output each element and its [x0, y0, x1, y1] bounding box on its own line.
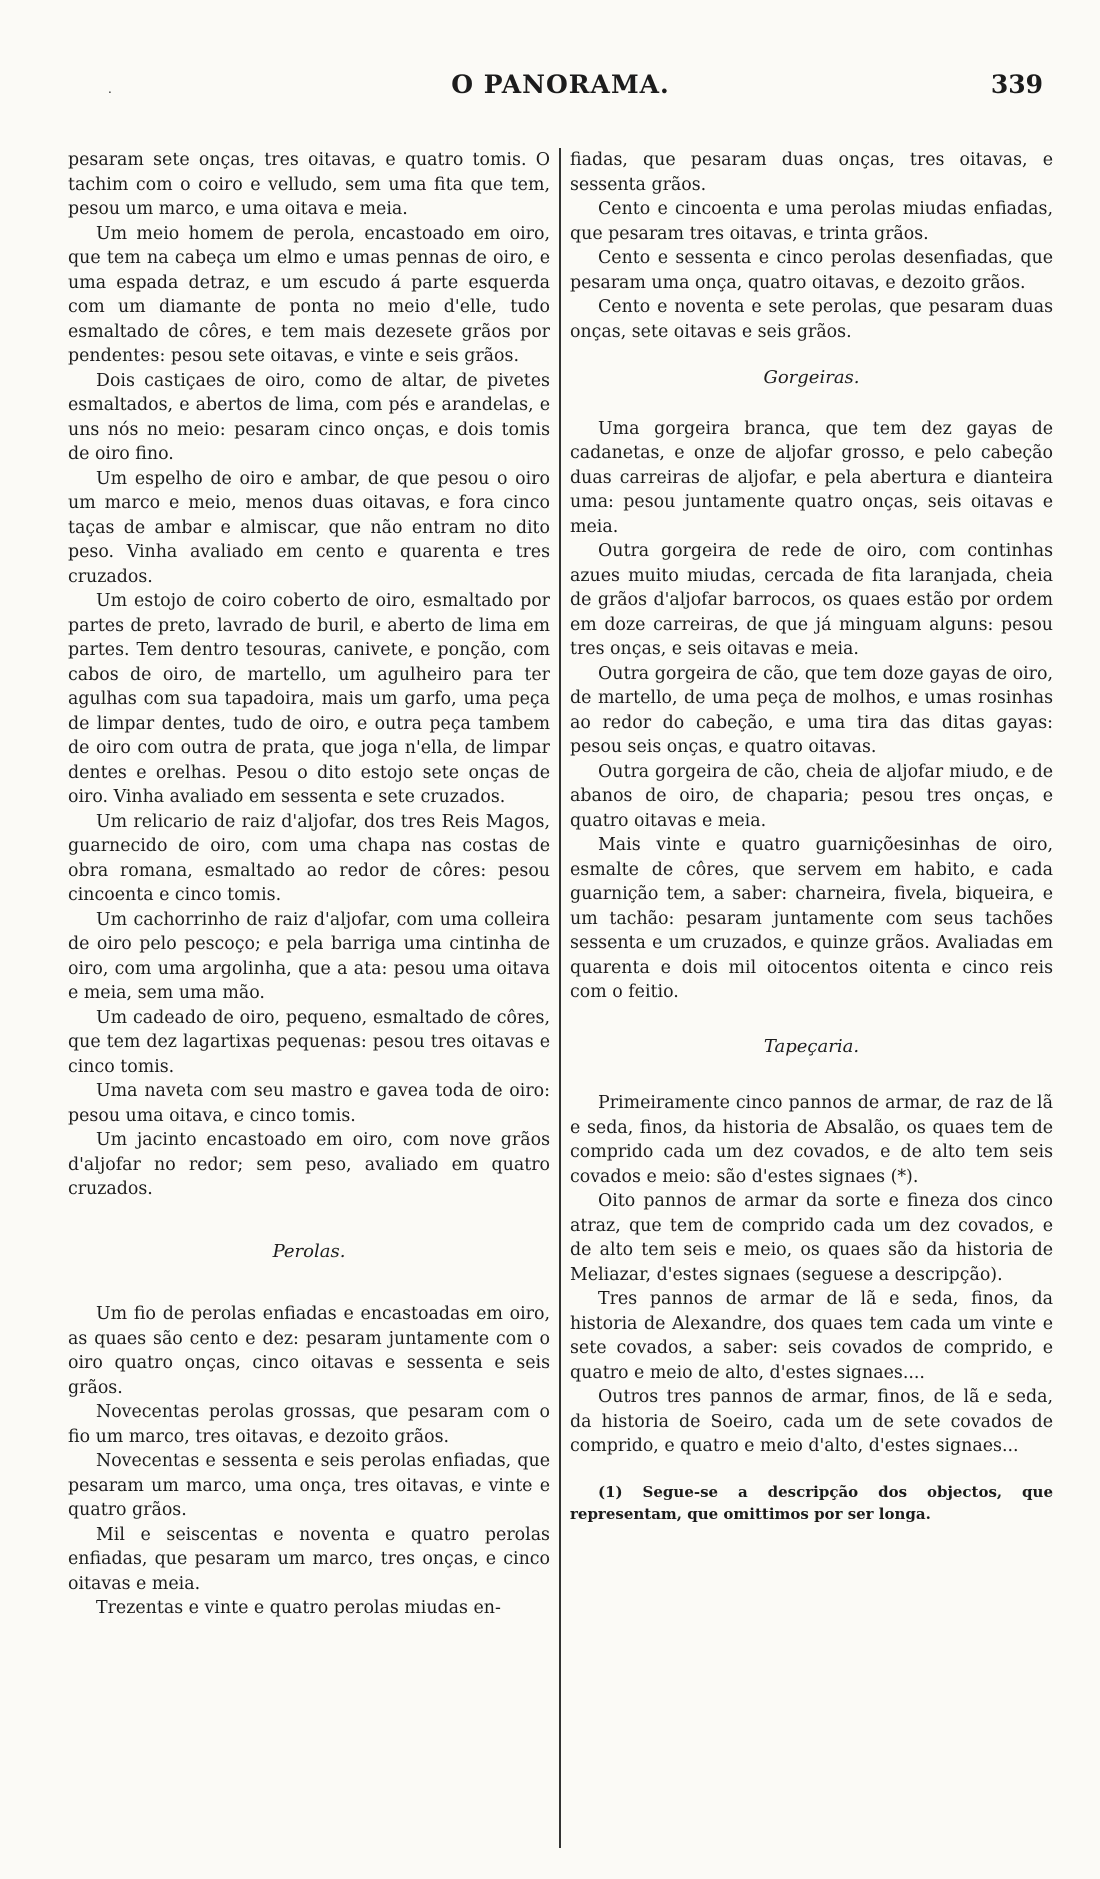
paragraph: Primeiramente cinco pannos de armar, de raz de lã e seda, finos, da historia de Absalão, os quaes tem de comprido cada um dez covados, e de alto tem seis covados e meio: são d'estes signaes (*). [570, 1093, 1053, 1187]
paragraph: Um meio homem de perola, encastoado em oiro, que tem na cabeça um elmo e umas pennas de oiro, e uma espada detraz, e um escudo á parte esquerda com um diamante de ponta no meio d'elle, tudo esmaltado de côres, e tem mais dezesete grãos por pendentes: pesou sete oitavas, e vinte e seis grãos. [68, 223, 550, 366]
paragraph: Tres pannos de armar de lã e seda, finos, da historia de Alexandre, dos quaes tem cada um vinte e sete covados, a saber: seis covados de comprido, e quatro e meio de alto, d'estes signaes.... [570, 1289, 1053, 1383]
paragraph: Um estojo de coiro coberto de oiro, esmaltado por partes de preto, lavrado de buril, e aberto de lima em partes. Tem dentro tesouras, canivete, e ponção, com cabos de oiro, de martello, um agulheiro para ter agulhas com sua tapadoira, mais um garfo, uma peça de limpar dentes, tudo de oiro, e outra peça tambem de oiro com outra de prata, que joga n'ella, de limpar dentes e orelhas. Pesou o dito estojo sete onças de oiro. Vinha avaliado em sessenta e sete cruzados. [68, 591, 550, 807]
paragraph: Mais vinte e quatro guarniçõesinhas de oiro, esmalte de côres, que servem em habito, e cada guarnição tem, a saber: charneira, fivela, biqueira, e um tachão: pesaram juntamente com seus tachões sessenta e um cruzados, e quinze grãos. Avaliadas em quarenta e dois mil oitocentos oitenta e cinco reis com o feitio. [570, 835, 1053, 1002]
paragraph: Outra gorgeira de cão, cheia de aljofar miudo, e de abanos de oiro, de chaparia; pesou tres onças, e quatro oitavas e meia. [570, 761, 1053, 831]
paragraph: Um cadeado de oiro, pequeno, esmaltado de côres, que tem dez lagartixas pequenas: pesou tres oitavas e cinco tomis. [68, 1007, 550, 1077]
paragraph: Um jacinto encastoado em oiro, com nove grãos d'aljofar no redor; sem peso, avaliado em quatro cruzados. [68, 1130, 550, 1199]
paragraph: Um relicario de raiz d'aljofar, dos tres Reis Magos, guarnecido de oiro, com uma chapa nas costas de obra romana, esmaltado ao redor de côres: pesou cincoenta e cinco tomis. [68, 811, 550, 905]
page-header [68, 70, 1053, 110]
column-divider [559, 148, 561, 1848]
paragraph: Cento e sessenta e cinco perolas desenfiadas, que pesaram uma onça, quatro oitavas, e dezoito grãos. [570, 248, 1053, 293]
paragraph: Outra gorgeira de rede de oiro, com continhas azues muito miudas, cercada de fita laranjada, cheia de grãos d'aljofar barrocos, os quaes estão por ordem em doze carreiras, de que já minguam alguns: pesou tres onças, e seis oitavas e meia. [570, 541, 1053, 659]
section-heading-gorgeiras: Gorgeiras. [763, 367, 860, 388]
left-column [68, 148, 550, 1621]
paragraph: Oito pannos de armar da sorte e fineza dos cinco atraz, que tem de comprido cada um dez covados, e de alto tem seis e meio, os quaes são da historia de Meliazar, d'estes signaes (seguese a descripção). [570, 1191, 1053, 1285]
paragraph: Mil e seiscentas e noventa e quatro perolas enfiadas, que pesaram um marco, tres onças, e cinco oitavas e meia. [68, 1524, 550, 1594]
paragraph: Novecentas perolas grossas, que pesaram com o fio um marco, tres oitavas, e dezoito grãos. [68, 1402, 550, 1447]
paragraph: Uma gorgeira branca, que tem dez gayas de cadanetas, e onze de aljofar grosso, e pelo cabeção duas carreiras de aljofar, e pela abertura e dianteira uma: pesou juntamente quatro onças, seis oitavas e meia. [570, 418, 1053, 537]
text-columns [68, 148, 1053, 1848]
paragraph: Cento e cincoenta e uma perolas miudas enfiadas, que pesaram tres oitavas, e trinta grãos. [570, 199, 1053, 244]
paragraph: Um fio de perolas enfiadas e encastoadas em oiro, as quaes são cento e dez: pesaram juntamente com o oiro quatro onças, cinco oitavas e sessenta e seis grãos. [68, 1304, 550, 1398]
paragraph: Uma naveta com seu mastro e gavea toda de oiro: pesou uma oitava, e cinco tomis. [68, 1081, 550, 1126]
paragraph: fiadas, que pesaram duas onças, tres oitavas, e sessenta grãos. [570, 150, 1053, 195]
right-column [570, 148, 1053, 1525]
section-heading-tapecaria: Tapeçaria. [763, 1035, 860, 1057]
paragraph: Cento e noventa e sete perolas, que pesaram duas onças, sete oitavas e seis grãos. [570, 297, 1053, 342]
page-number: 339 [990, 70, 1043, 99]
section-heading-perolas: Perolas. [272, 1240, 346, 1262]
paragraph: Dois castiçaes de oiro, como de altar, de pivetes esmaltados, e abertos de lima, com pés e arandelas, e uns nós no meio: pesaram cinco onças, e dois tomis de oiro fino. [68, 370, 550, 464]
newspaper-page [68, 70, 1053, 1860]
paragraph: pesaram sete onças, tres oitavas, e quatro tomis. O tachim com o coiro e velludo, sem uma fita que tem, pesou um marco, e uma oitava e meia. [68, 150, 550, 219]
paragraph: Um espelho de oiro e ambar, de que pesou o oiro um marco e meio, menos duas oitavas, e fora cinco taças de ambar e almiscar, que não entram no dito peso. Vinha avaliado em cento e quarenta e tres cruzados. [68, 468, 550, 587]
paragraph: Novecentas e sessenta e seis perolas enfiadas, que pesaram um marco, uma onça, tres oitavas, e vinte e quatro grãos. [68, 1451, 550, 1520]
footnote: (1) Segue-se a descripção dos objectos, que representam, que omittimos por ser longa. [570, 1482, 1053, 1523]
header-dot: . [108, 82, 112, 96]
paragraph: Outros tres pannos de armar, finos, de lã e seda, da historia de Soeiro, cada um de sete covados de comprido, e quatro e meio d'alto, d'estes signaes... [570, 1387, 1053, 1456]
paragraph: Trezentas e vinte e quatro perolas miudas en- [96, 1598, 501, 1618]
paragraph: Um cachorrinho de raiz d'aljofar, com uma colleira de oiro pelo pescoço; e pela barriga uma cintinha de oiro, com uma argolinha, que a ata: pesou uma oitava e meia, sem uma mão. [68, 909, 550, 1003]
publication-title: O PANORAMA. [451, 70, 670, 99]
paragraph: Outra gorgeira de cão, que tem doze gayas de oiro, de martello, de uma peça de molhos, e umas rosinhas ao redor do cabeção, e uma tira das ditas gayas: pesou seis onças, e quatro oitavas. [570, 663, 1053, 757]
